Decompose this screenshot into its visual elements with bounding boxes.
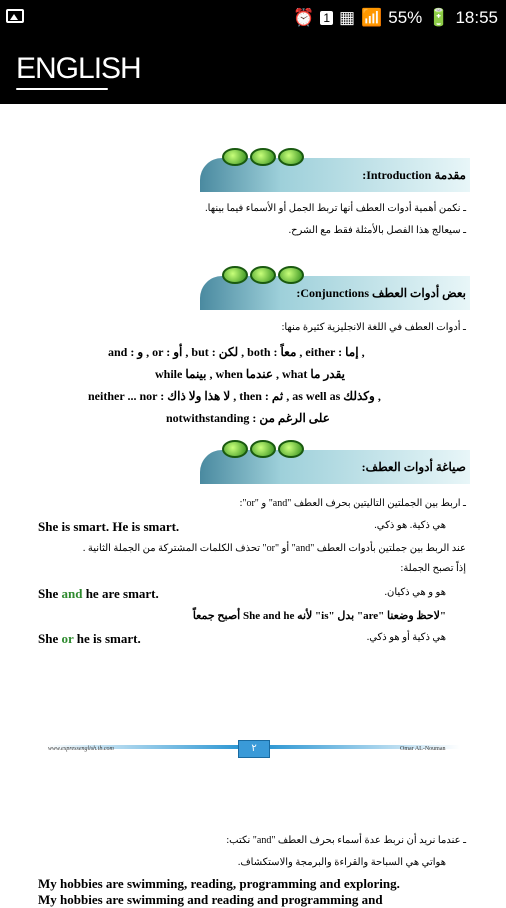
section-title: مقدمة Introduction: [362, 168, 466, 182]
section-banner-conjunctions [200, 266, 470, 312]
banner-dot [222, 440, 248, 458]
keyword-or: or [61, 631, 74, 646]
battery-icon: 🔋 [428, 8, 450, 27]
clock: 18:55 [455, 8, 498, 27]
example-2-part-b: he are smart. [82, 586, 159, 601]
intro-line-1: ـ نكمن أهمية أدوات العطف أنها تربط الجمل أو الأسماء فيما بينها. [205, 203, 466, 214]
section-title: بعض أدوات العطف Conjunctions: [296, 286, 466, 300]
banner-dot [278, 266, 304, 284]
conj-row-2: while بينما , when عندما , what يقدر ما [155, 367, 345, 381]
banner-dot [250, 266, 276, 284]
example-2-english [38, 586, 159, 602]
next-line-1: ـ عندما نريد أن نربط عدة أسماء بحرف العطف "and" نكتب: [226, 835, 466, 846]
status-right [293, 6, 498, 30]
banner-dot [278, 148, 304, 166]
example-3-english [38, 631, 141, 647]
status-bar [0, 0, 506, 36]
example-2-part-a: She [38, 586, 62, 601]
page-number: ٢ [238, 740, 270, 758]
example-2-arabic: هو و هي ذكيان. [384, 587, 446, 598]
section-title: صياغة أدوات العطف: [361, 460, 466, 474]
next-line-2: هواتي هي السباحة والقراءة والبرمجة والاستكشاف. [237, 857, 446, 868]
form-intro: ـ اربط بين الجملتين التاليتين بحرف العطف "and" و "or": [239, 498, 466, 509]
next-english-2: My hobbies are swimming and reading and programming and [38, 892, 383, 907]
conj-row-4: notwithstanding : على الرغم من [166, 411, 330, 425]
example-1-arabic: هي ذكية. هو ذكي. [374, 520, 446, 531]
sim-icon: ▦ [339, 8, 356, 27]
example-3-part-b: he is smart. [73, 631, 141, 646]
keyword-and: and [61, 586, 83, 601]
section-banner-form [200, 440, 470, 486]
banner-dot [222, 148, 248, 166]
footer-author: Omar AL-Nouman [400, 746, 446, 752]
banner-dot [278, 440, 304, 458]
notification-count: 1 [320, 11, 333, 25]
banner-dots [222, 266, 304, 284]
app-logo: ENGLISH [16, 52, 141, 85]
banner-dots [222, 148, 304, 166]
battery-percent: 55% [388, 8, 423, 27]
logo-underline [16, 88, 108, 90]
note-line: "لاحظ وضعنا "are" بدل "is" لأنه She and he أصبح جمعاً [192, 610, 446, 622]
explain-line-1: عند الربط بين جملتين بأدوات العطف "and" أو "or" تحذف الكلمات المشتركة من الجملة الثانية . [82, 543, 466, 554]
banner-dots [222, 440, 304, 458]
banner-dot [250, 440, 276, 458]
conj-intro: ـ أدوات العطف في اللغة الانجليزية كثيرة منها: [281, 322, 466, 333]
example-3-arabic: هي ذكية أو هو ذكي. [366, 632, 446, 643]
section-banner-intro [200, 148, 470, 194]
signal-icon: 📶 [361, 8, 383, 27]
conj-row-1: and : و , or : أو , but : لكن , both : معاً , either : إما , [108, 345, 365, 359]
example-1-english: She is smart. He is smart. [38, 519, 180, 534]
example-3-part-a: She [38, 631, 62, 646]
footer-website: www.expressenglish.ib.com [48, 746, 114, 752]
conj-row-3: neither ... nor : لا هذا ولا ذاك , then : ثم , as well as وكذلك , [88, 389, 381, 403]
explain-line-2: إذاً تصبح الجملة: [400, 563, 466, 574]
next-english-1: My hobbies are swimming, reading, programming and exploring. [38, 876, 400, 891]
gallery-notification-icon [6, 9, 24, 23]
intro-line-2: ـ سيعالج هذا الفصل بالأمثلة فقط مع الشرح. [288, 225, 466, 236]
banner-dot [250, 148, 276, 166]
alarm-icon: ⏰ [293, 8, 315, 27]
banner-dot [222, 266, 248, 284]
